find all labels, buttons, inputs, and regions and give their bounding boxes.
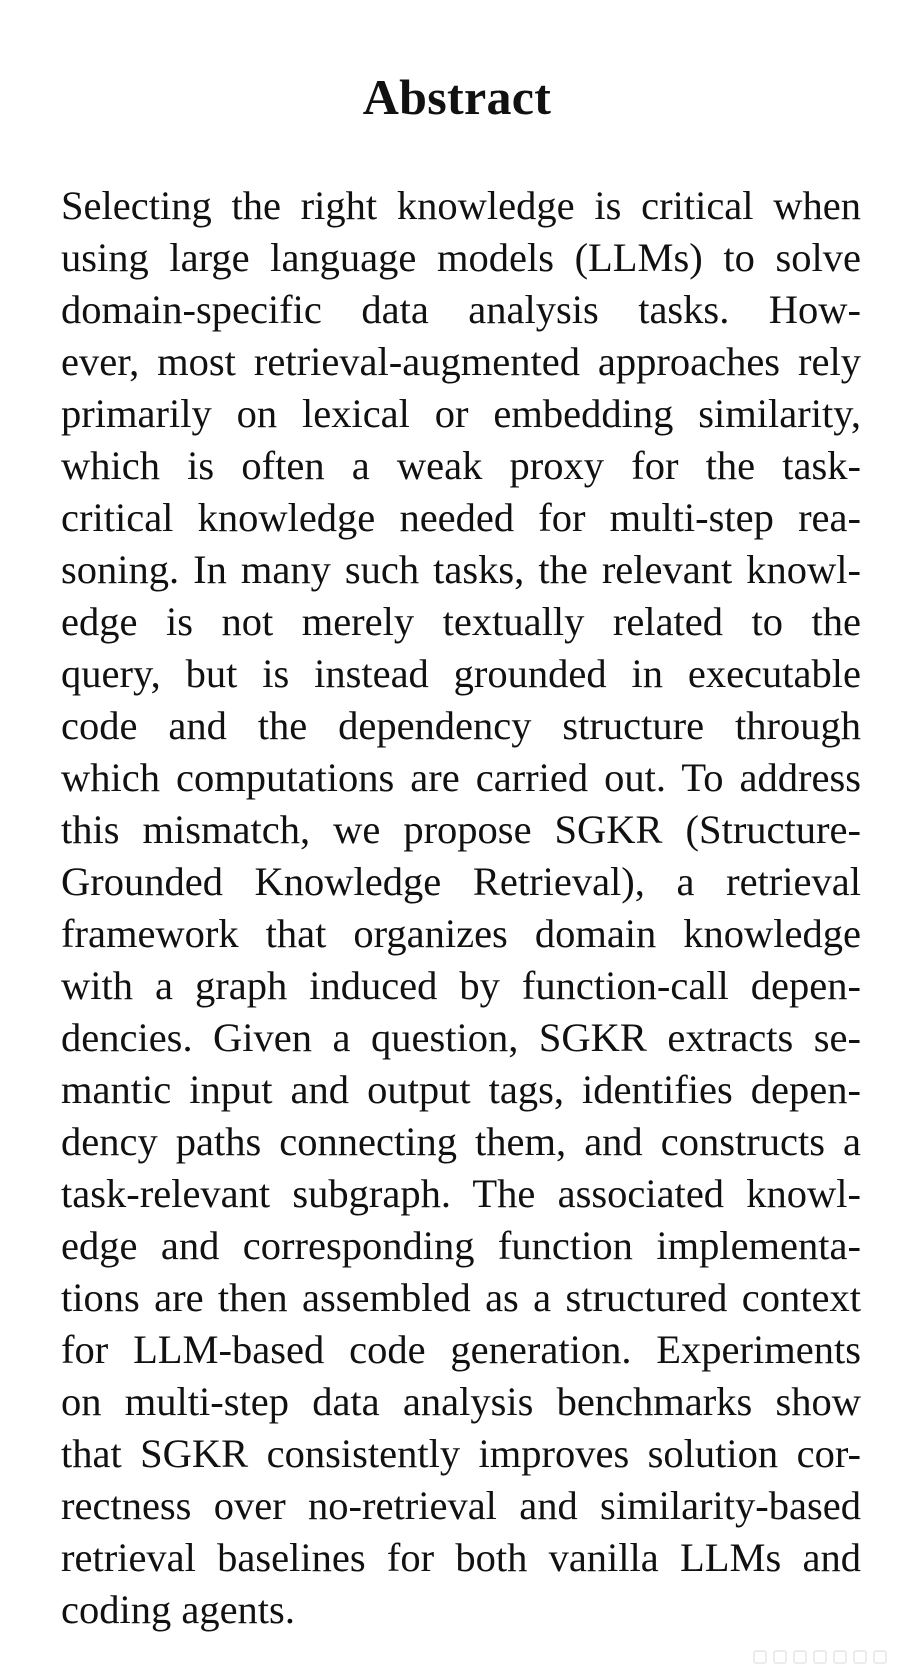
abstract-line: soning. In many such tasks, the relevant knowl- [61,547,861,592]
abstract-line: ever, most retrieval-augmented approaches rely [61,339,861,384]
abstract-heading: Abstract [362,69,552,125]
abstract-line: Selecting the right knowledge is critical when [61,183,861,228]
abstract-line: edge is not merely textually related to the [61,599,861,644]
abstract-line: this mismatch, we propose SGKR (Structure- [61,807,861,852]
abstract-line: for LLM-based code generation. Experiments [61,1327,861,1372]
abstract-line: retrieval baselines for both vanilla LLMs and [61,1535,861,1580]
abstract-paragraph [61,180,861,1636]
abstract-line: which computations are carried out. To address [61,755,861,800]
abstract-line: mantic input and output tags, identifies depen- [61,1067,861,1112]
abstract-line: with a graph induced by function-call depen- [61,963,861,1008]
abstract-line: query, but is instead grounded in executable [61,651,861,696]
abstract-line: that SGKR consistently improves solution cor- [61,1431,861,1476]
abstract-line: tions are then assembled as a structured context [61,1275,861,1320]
abstract-line: primarily on lexical or embedding similarity, [61,391,861,436]
abstract-line: code and the dependency structure through [61,703,861,748]
abstract-line: coding agents. [61,1587,295,1632]
abstract-line: edge and corresponding function implementa- [61,1223,861,1268]
watermark-icon [750,1646,900,1668]
abstract-line: which is often a weak proxy for the task- [61,443,861,488]
abstract-line: dencies. Given a question, SGKR extracts se- [61,1015,861,1060]
abstract-line: using large language models (LLMs) to solve [61,235,861,280]
abstract-line: rectness over no-retrieval and similarity-based [61,1483,861,1528]
abstract-line: critical knowledge needed for multi-step rea- [61,495,861,540]
abstract-line: on multi-step data analysis benchmarks show [61,1379,861,1424]
abstract-line: task-relevant subgraph. The associated knowl- [61,1171,861,1216]
abstract-line: domain-specific data analysis tasks. How- [61,287,861,332]
abstract-line: Grounded Knowledge Retrieval), a retrieval [61,859,861,904]
abstract-line: dency paths connecting them, and constructs a [61,1119,861,1164]
abstract-line: framework that organizes domain knowledge [61,911,861,956]
